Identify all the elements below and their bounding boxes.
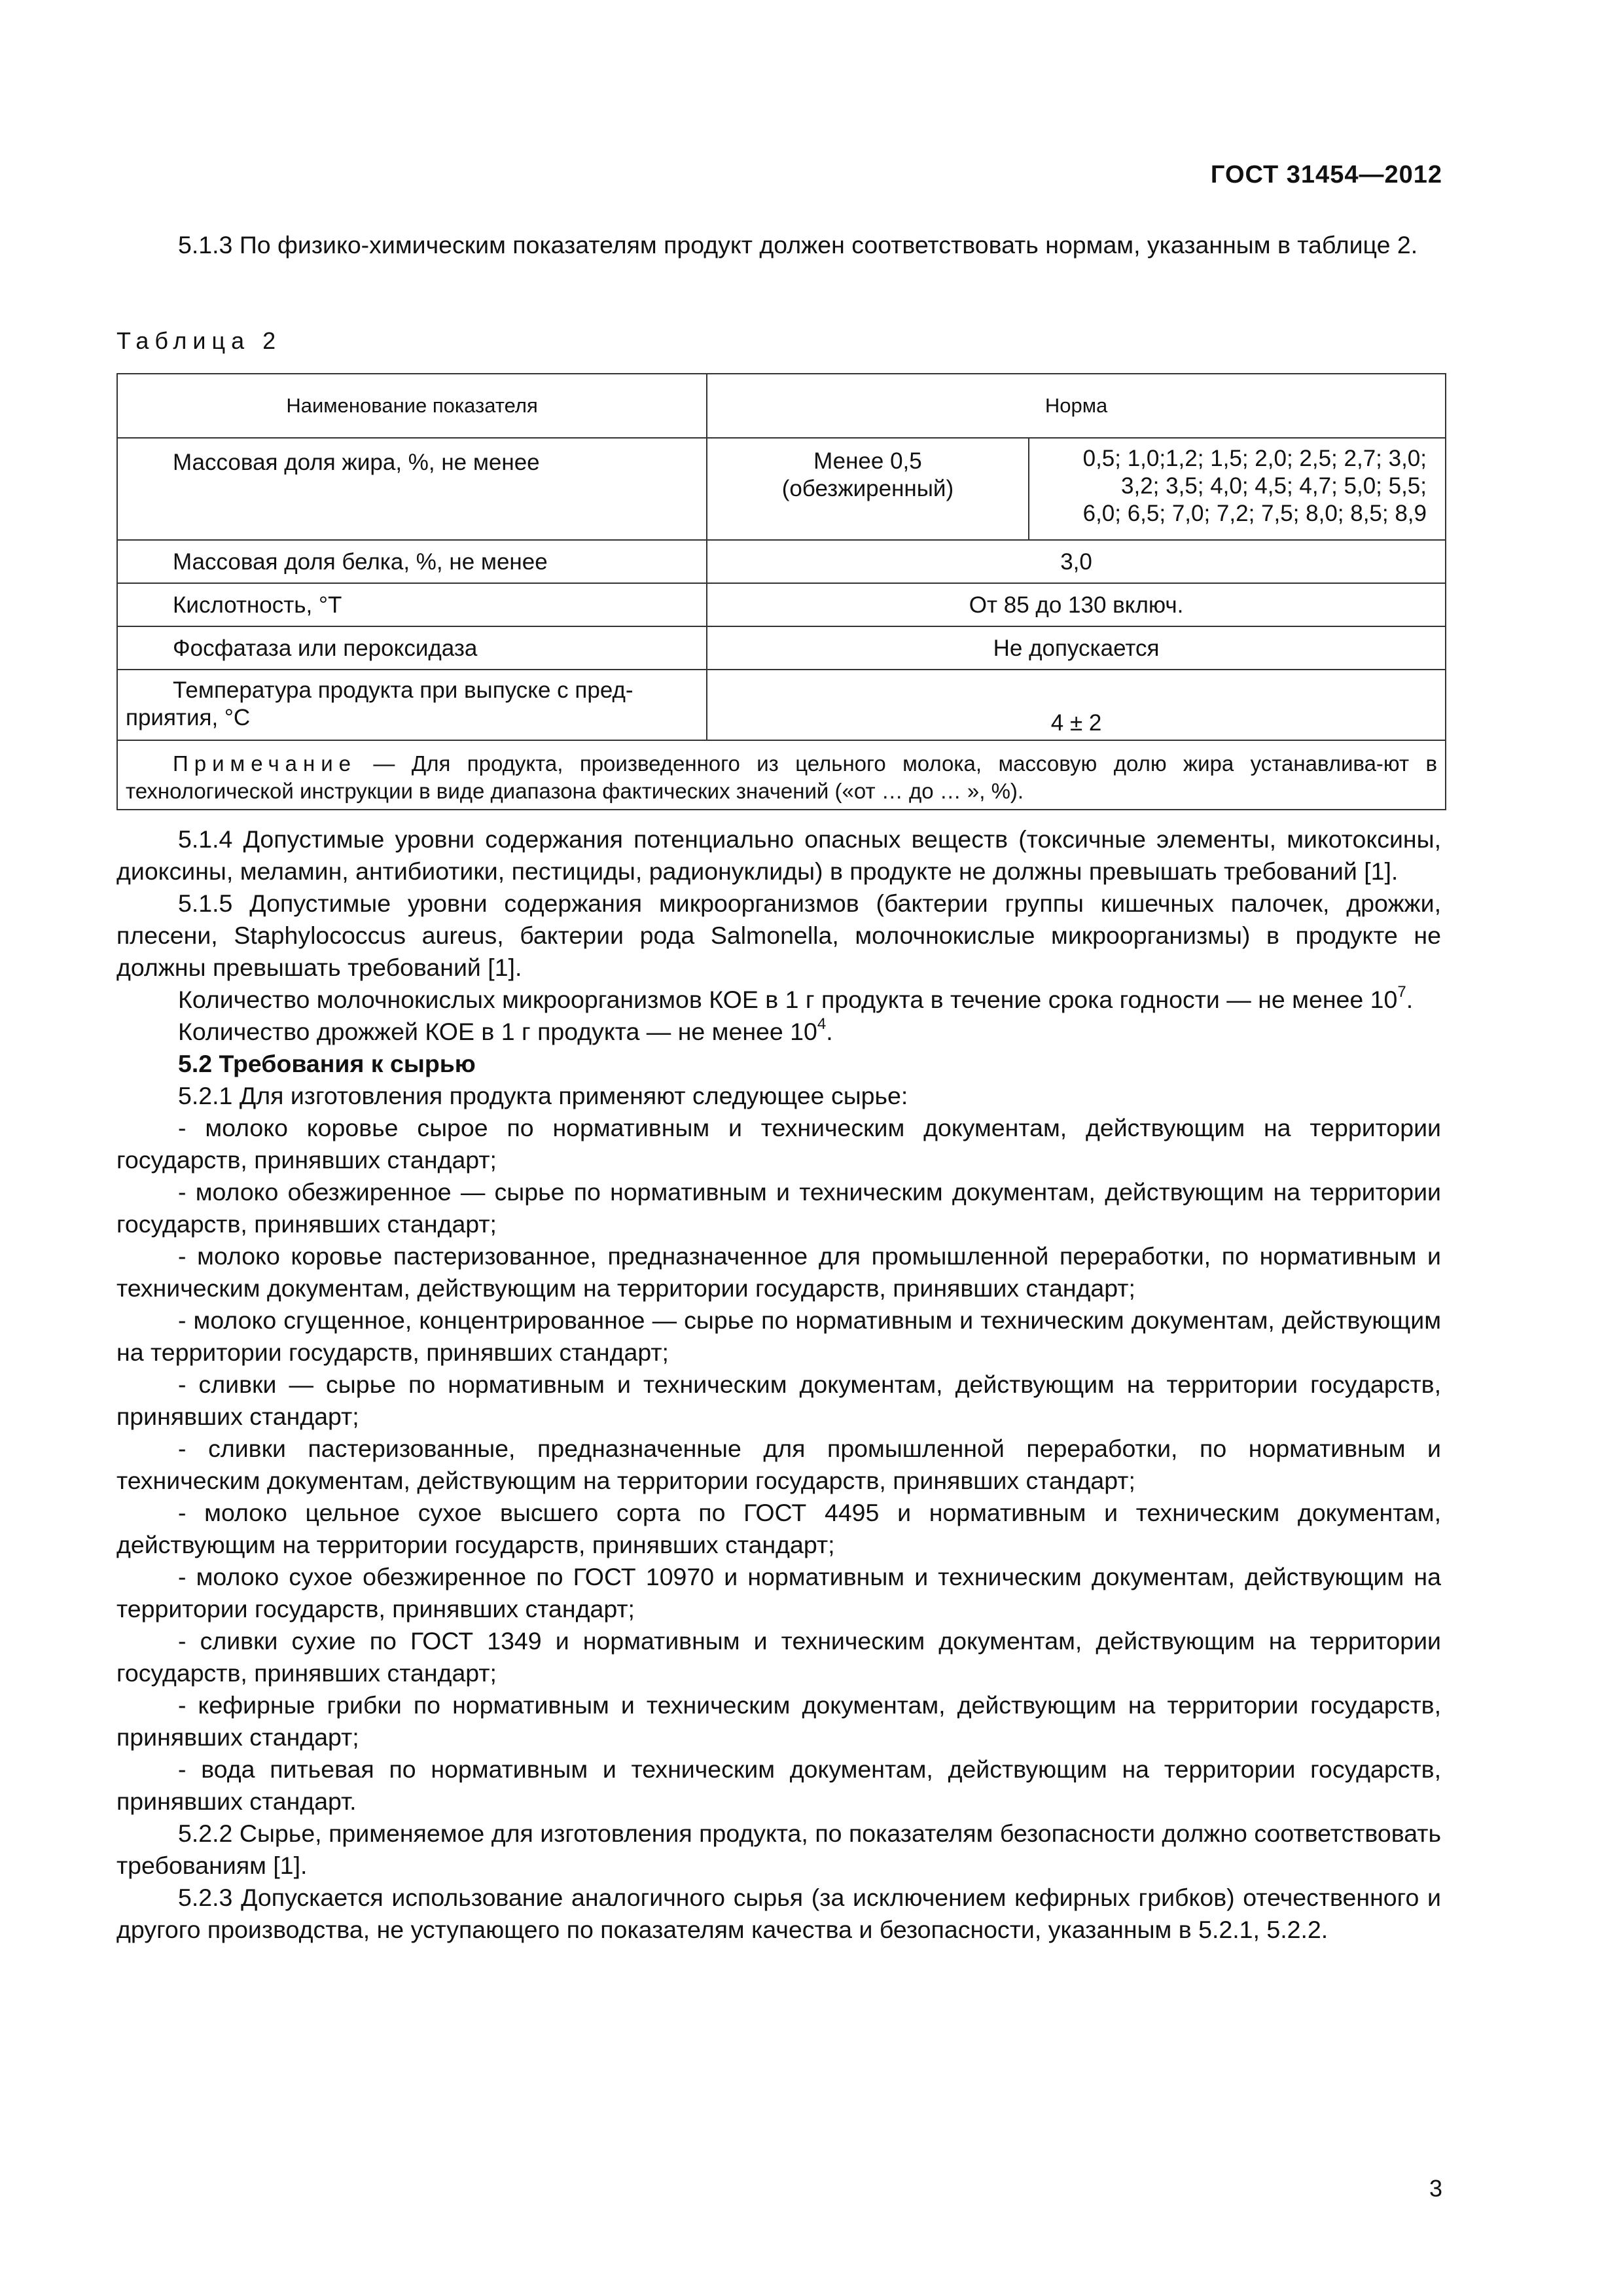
norm-value	[707, 438, 1029, 540]
indicator-name	[117, 670, 707, 740]
norm-value: От 85 до 130 включ.	[707, 583, 1446, 626]
raw-material-item: - молоко сухое обезжиренное по ГОСТ 10970 и нормативным и техническим документам, действующим на территории государств, принявших стандарт;	[116, 1563, 1441, 1623]
table-row	[117, 626, 1446, 670]
table-row	[117, 670, 1446, 740]
indicator-name-line: Температура продукта при выпуске с пред-	[173, 677, 633, 703]
paragraph-text: 5.1.3 По физико-химическим показателям продукт должен соответствовать нормам, указанным в таблице 2.	[178, 231, 1418, 259]
raw-material-item: - молоко коровье сырое по нормативным и техническим документам, действующим на территории государств, принявших стандарт;	[116, 1114, 1441, 1174]
raw-material-item: - сливки пастеризованные, предназначенные для промышленной переработки, по нормативным и техническим документам, действующим на территории государств, принявших стандарт;	[116, 1435, 1441, 1494]
raw-material-item: - молоко коровье пастеризованное, предназначенное для промышленной переработки, по нормативным и техническим документам, действующим на территории государств, принявших стандарт;	[116, 1242, 1441, 1302]
norm-value: Не допускается	[707, 626, 1446, 670]
norm-value-line: (обезжиренный)	[781, 476, 954, 501]
page-number: 3	[1429, 2175, 1442, 2202]
norm-value-line: 3,2; 3,5; 4,0; 4,5; 4,7; 5,0; 5,5;	[1121, 473, 1427, 499]
column-header-norm: Норма	[707, 374, 1446, 438]
indicator-name: Фосфатаза или пероксидаза	[117, 626, 707, 670]
table-row	[117, 540, 1446, 583]
indicator-name: Массовая доля белка, %, не менее	[117, 540, 707, 583]
exponent: 4	[817, 1014, 827, 1033]
raw-material-item: - молоко цельное сухое высшего сорта по ГОСТ 4495 и нормативным и техническим документам, действующим на территории государств, принявших стандарт;	[116, 1499, 1441, 1558]
raw-material-item: - кефирные грибки по нормативным и техническим документам, действующим на территории государств, принявших стандарт;	[116, 1691, 1441, 1751]
indicator-name: Кислотность, °T	[117, 583, 707, 626]
indicator-name-line: приятия, °С	[126, 705, 251, 730]
norm-value-list	[1029, 438, 1446, 540]
paragraph-5-2-2: 5.2.2 Сырье, применяемое для изготовления продукта, по показателям безопасности должно соответствовать требованиям [1].	[116, 1820, 1441, 1879]
norm-value-line: 0,5; 1,0;1,2; 1,5; 2,0; 2,5; 2,7; 3,0;	[1082, 446, 1427, 471]
table-header-row	[117, 374, 1446, 438]
table-row	[117, 583, 1446, 626]
paragraph-yeast-count: Количество дрожжей КОЕ в 1 г продукта — не менее $10^4$.	[178, 1014, 833, 1045]
table-row	[117, 438, 1446, 540]
standard-header: ГОСТ 31454—2012	[1210, 161, 1442, 188]
main-body	[116, 823, 1441, 1946]
paragraph-text: Количество молочнокислых микроорганизмов КОЕ в 1 г продукта в течение срока годности — не менее 10	[178, 986, 1398, 1013]
table-caption: Таблица 2	[116, 327, 282, 354]
raw-material-item: - сливки — сырье по нормативным и техническим документам, действующим на территории государств, принявших стандарт;	[116, 1371, 1441, 1430]
norm-value-line: Менее 0,5	[813, 448, 922, 474]
table-2	[116, 373, 1446, 810]
raw-material-item: - вода питьевая по нормативным и техническим документам, действующим на территории государств, принявших стандарт.	[116, 1755, 1441, 1815]
raw-material-item: - молоко обезжиренное — сырье по нормативным и техническим документам, действующим на территории государств, принявших стандарт;	[116, 1178, 1441, 1238]
paragraph-5-1-4: 5.1.4 Допустимые уровни содержания потенциально опасных веществ (токсичные элементы, микотоксины, диоксины, меламин, антибиотики, пестициды, радионуклиды) в продукте не должны превышать требований [1].	[116, 825, 1441, 885]
paragraph-5-1-5: 5.1.5 Допустимые уровни содержания микроорганизмов (бактерии группы кишечных палочек, дрожжи, плесени, Staphylococcus aureus, бактерии рода Salmonella, молочнокислые микроорганизмы) в продукте не должны превышать требований [1].	[116, 889, 1441, 981]
table-note	[117, 740, 1446, 810]
norm-value: 4 ± 2	[707, 670, 1446, 740]
indicator-name: Массовая доля жира, %, не менее	[117, 438, 707, 540]
paragraph-5-1-3	[116, 229, 1441, 261]
norm-value: 3,0	[707, 540, 1446, 583]
paragraph-text: Количество дрожжей КОЕ в 1 г продукта — не менее 10	[178, 1018, 817, 1045]
norm-value-line: 6,0; 6,5; 7,0; 7,2; 7,5; 8,0; 8,5; 8,9	[1082, 501, 1427, 526]
column-header-name: Наименование показателя	[117, 374, 707, 438]
table-note-row	[117, 740, 1446, 810]
raw-material-item: - молоко сгущенное, концентрированное — сырье по нормативным и техническим документам, действующим на территории государств, принявших стандарт;	[116, 1306, 1441, 1366]
note-text: — Для продукта, произведенного из цельного молока, массовую долю жира устанавлива-ют в технологической инструкции в виде диапазона фактических значений («от … до … », %).	[126, 751, 1437, 803]
section-heading-5-2: 5.2 Требования к сырью	[178, 1050, 476, 1077]
note-label: Примечание	[173, 751, 357, 776]
paragraph-5-2-1: 5.2.1 Для изготовления продукта применяют следующее сырье:	[178, 1082, 908, 1109]
exponent: 7	[1397, 982, 1406, 1001]
raw-material-item: - сливки сухие по ГОСТ 1349 и нормативным и техническим документам, действующим на территории государств, принявших стандарт;	[116, 1627, 1441, 1687]
paragraph-lactic-count: Количество молочнокислых микроорганизмов КОЕ в 1 г продукта в течение срока годности — не менее $10^7$.	[178, 982, 1414, 1013]
paragraph-5-2-3: 5.2.3 Допускается использование аналогичного сырья (за исключением кефирных грибков) отечественного и другого производства, не уступающего по показателям качества и безопасности, указанным в 5.2.1, 5.2.2.	[116, 1884, 1441, 1943]
